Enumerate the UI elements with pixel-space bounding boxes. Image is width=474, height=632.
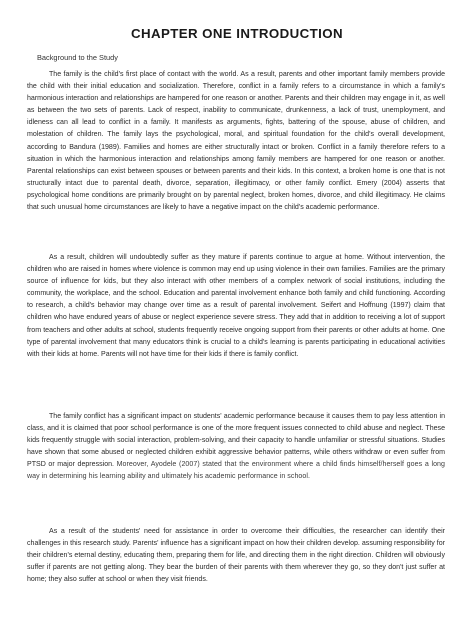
paragraph-3-text: The family conflict has a significant impact on students' academic performance because it causes them to pay less attention in class, and it is claimed that poor school performance is one of the more frequent issues connected to child abuse and neglect. These kids frequently struggle with social interaction, problem-solving, and their capacity to handle unfamiliar or stressful situations. Studies have shown that some abused or neglected children exhibit aggressive behavior patterns, while others withdraw or even suffer from PTSD or major depression. (27, 413, 445, 469)
paragraph-2: As a result, children will undoubtedly suffer as they mature if parents continue to argue at home. Without intervention, the children who are raised in homes where violence is common may end up using violence in their own families. Families are the primary source of influence for kids, but they also interact with other members of a complex network of social institutions, including the community, the workplace, and the school. Education and parental involvement enhance both family and child functioning. According to research, a child's behavior may change over time as a result of parental involvement. Seifert and Hoffnung (1997) claim that children who have endured years of abuse or neglect experience severe stress. They add that in addition to receiving a lot of support from teachers and other adults at school, students frequently receive ongoing support from their parents or other adults at home. One type of parental involvement that many educators think is crucial to a child's learning is parents participating in educational activities with their kids at home. Parents will not have time for their kids if there is family conflict. (27, 254, 445, 358)
paragraph-3-citation-text: Moreover, Ayodele (2007) stated that the environment where a child finds himself/herself goes a long way in determining his learning ability and ultimately his academic performance in school. (27, 461, 445, 481)
section-subtitle: Background to the Study (37, 53, 118, 62)
paragraph-1: The family is the child’s first place of contact with the world. As a result, parents and other important family members provide the child with their initial education and socialization. Therefore, conflict in a family refers to a circumstance in which a family's harmonious interaction and relationships are hampered for one reason or another. Parents and their children may engage in it, as well as between the two sets of parents. Lack of respect, inability to communicate, drunkenness, a lack of trust, unemployment, and idleness can all lead to conflict in a family. It manifests as arguments, fights, battering of the spouse, abuse of children, and molestation of children. The family lays the psychological, moral, and spiritual foundation for the child’s overall development, according to Bandura (1989). Families and homes are either structurally intact or broken. Conflict in a family therefore refers to a situation in which the harmonious interaction and relationships among family members are hampered for one reason or another. Parental relationships can exist between spouses or between parents and their kids. In this context, a broken home is one that is not structurally intact due to parental death, divorce, separation, illegitimacy, or other family conflict. Emery (2004) asserts that psychological home conditions are primarily brought on by parental neglect, broken homes, divorce, and child illegitimacy. He claims that such unusual home circumstances are likely to have a negative impact on the child's academic performance. (27, 71, 445, 212)
paragraph-4: As a result of the students' need for assistance in order to overcome their difficulties, the researcher can identify their challenges in this research study. Parents' influence has a significant impact on how their children develop. assuming responsibility for their children's eternal destiny, educating them, preparing them for life, and directing them in the right direction. Children will obviously suffer if parents are not getting along. They bear the burden of their parents with them wherever they go, so they don't just suffer at home; they also suffer at school or when they visit friends. (27, 528, 445, 584)
page-title: CHAPTER ONE INTRODUCTION (130, 26, 343, 41)
paragraph-3 (27, 411, 445, 484)
